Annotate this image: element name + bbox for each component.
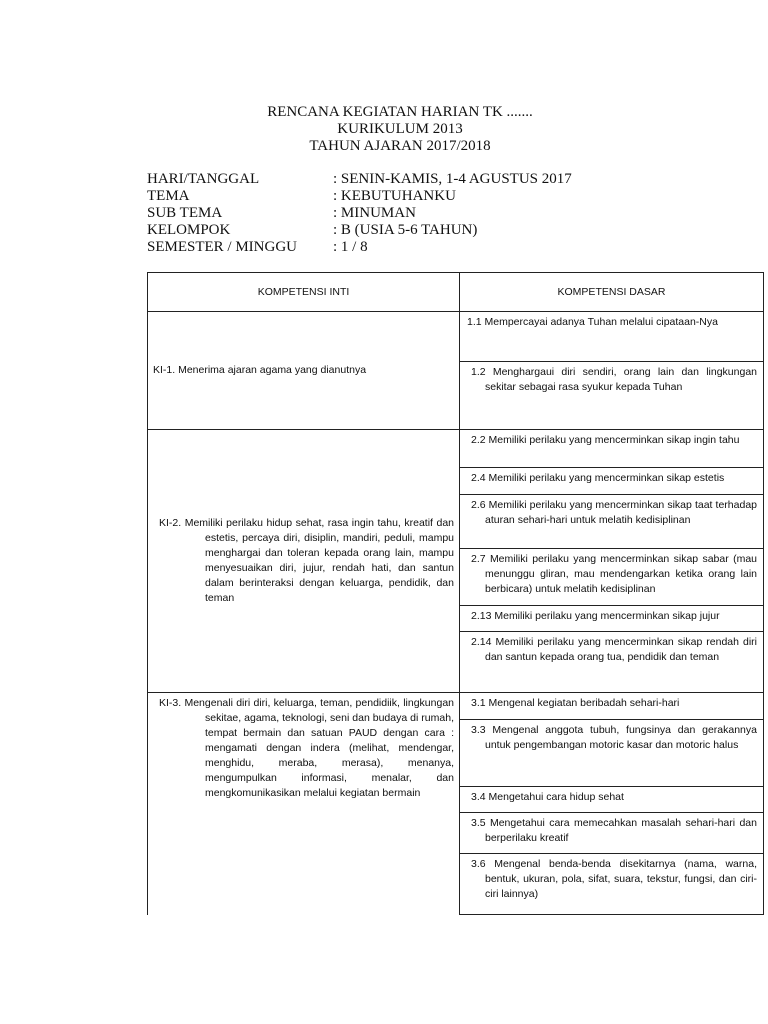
ki-text: KI-2. Memiliki perilaku hidup sehat, rasa ingin tahu, kreatif dan estetis, percaya diri, disiplin, mandiri, peduli, mampu menghargai dan toleran kepada orang lain, mampu menyesuaikan diri, jujur, rendah hati, dan santun dalam berinteraksi dengan keluarga, pendidik, dan teman xyxy=(159,517,454,604)
kd-text: 2.13 Memiliki perilaku yang mencerminkan sikap jujur xyxy=(471,610,720,622)
kd-item xyxy=(460,787,763,813)
kd-cell xyxy=(460,312,764,430)
kd-item xyxy=(460,495,763,549)
ki-text: KI-3. Mengenali diri diri, keluarga, teman, pendidiik, lingkungan sekitae, agama, teknologi, seni dan budaya di rumah, tempat bermain dan satuan PAUD dengan cara : mengamati dengan indera (melihat, mendengar, menghidu, meraba, merasa), menanya, mengumpulkan informasi, menalar, dan mengkomunikasikan melalui kegiatan bermain xyxy=(159,697,454,799)
document-title-block xyxy=(0,104,768,155)
info-value: : SENIN-KAMIS, 1-4 AGUSTUS 2017 xyxy=(333,171,572,187)
info-row-subtheme xyxy=(147,205,572,222)
kd-text: 2.7 Memiliki perilaku yang mencerminkan sikap sabar (mau menunggu gliran, mau mendengarkan ketika orang lain berbicara) untuk melatih kedisiplinan xyxy=(471,553,757,595)
kd-text: 3.4 Mengetahui cara hidup sehat xyxy=(471,791,624,803)
table-header-row xyxy=(148,273,764,312)
info-value: : B (USIA 5-6 TAHUN) xyxy=(333,222,478,238)
kd-item xyxy=(460,854,763,915)
info-value: : KEBUTUHANKU xyxy=(333,188,456,204)
info-row-theme xyxy=(147,188,572,205)
kd-item xyxy=(460,549,763,606)
ki-cell xyxy=(148,312,460,430)
kd-item xyxy=(460,813,763,854)
document-title: RENCANA KEGIATAN HARIAN TK ....... xyxy=(267,104,533,120)
kd-text: 3.5 Mengetahui cara memecahkan masalah sehari-hari dan berperilaku kreatif xyxy=(471,817,757,844)
table-row xyxy=(148,312,764,430)
table-row xyxy=(148,693,764,916)
info-row-semester xyxy=(147,239,572,256)
kd-text: 2.2 Memiliki perilaku yang mencerminkan sikap ingin tahu xyxy=(471,434,740,446)
kd-item xyxy=(460,632,763,691)
kd-item xyxy=(460,362,763,429)
info-label: TEMA xyxy=(147,188,190,204)
kd-item xyxy=(460,468,763,495)
header-kd: KOMPETENSI DASAR xyxy=(460,273,764,312)
kd-text: 3.6 Mengenal benda-benda disekitarnya (nama, warna, bentuk, ukuran, pola, sifat, suara, tekstur, fungsi, dan ciri-ciri lainnya) xyxy=(471,858,757,900)
info-row-group xyxy=(147,222,572,239)
kd-item xyxy=(460,312,763,362)
kd-item xyxy=(460,430,763,468)
info-value: : MINUMAN xyxy=(333,205,416,221)
competency-table xyxy=(147,272,764,915)
kd-cell xyxy=(460,693,764,916)
table-row xyxy=(148,430,764,693)
kd-text: 1.2 Menghargaui diri sendiri, orang lain dan lingkungan sekitar sebagai rasa syukur kepada Tuhan xyxy=(471,366,757,393)
kd-text: 2.14 Memiliki perilaku yang mencerminkan sikap rendah diri dan santun kepada orang tua, pendidik dan teman xyxy=(471,636,757,663)
ki-cell xyxy=(148,430,460,693)
curriculum-line: KURIKULUM 2013 xyxy=(337,121,463,137)
ki-cell xyxy=(148,693,460,916)
kd-item xyxy=(460,606,763,632)
kd-text: 1.1 Mempercayai adanya Tuhan melalui cipataan-Nya xyxy=(467,316,718,328)
kd-text: 2.4 Memiliki perilaku yang mencerminkan sikap estetis xyxy=(471,472,725,484)
kd-text: 2.6 Memiliki perilaku yang mencerminkan sikap taat terhadap aturan sehari-hari untuk melatih kedisiplinan xyxy=(471,499,757,526)
ki-text: KI-1. Menerima ajaran agama yang dianutnya xyxy=(153,364,367,376)
info-block xyxy=(147,171,572,256)
info-value: : 1 / 8 xyxy=(333,239,368,255)
kd-item xyxy=(460,720,763,787)
kd-cell xyxy=(460,430,764,693)
kd-text: 3.3 Mengenal anggota tubuh, fungsinya dan gerakannya untuk pengembangan motoric kasar dan motoric halus xyxy=(471,724,757,751)
kd-text: 3.1 Mengenal kegiatan beribadah sehari-hari xyxy=(471,697,680,709)
header-ki: KOMPETENSI INTI xyxy=(148,273,460,312)
info-row-date xyxy=(147,171,572,188)
info-label: SUB TEMA xyxy=(147,205,223,221)
school-year-line: TAHUN AJARAN 2017/2018 xyxy=(309,138,491,154)
info-label: SEMESTER / MINGGU xyxy=(147,239,298,255)
info-label: KELOMPOK xyxy=(147,222,231,238)
info-label: HARI/TANGGAL xyxy=(147,171,260,187)
kd-item xyxy=(460,693,763,720)
